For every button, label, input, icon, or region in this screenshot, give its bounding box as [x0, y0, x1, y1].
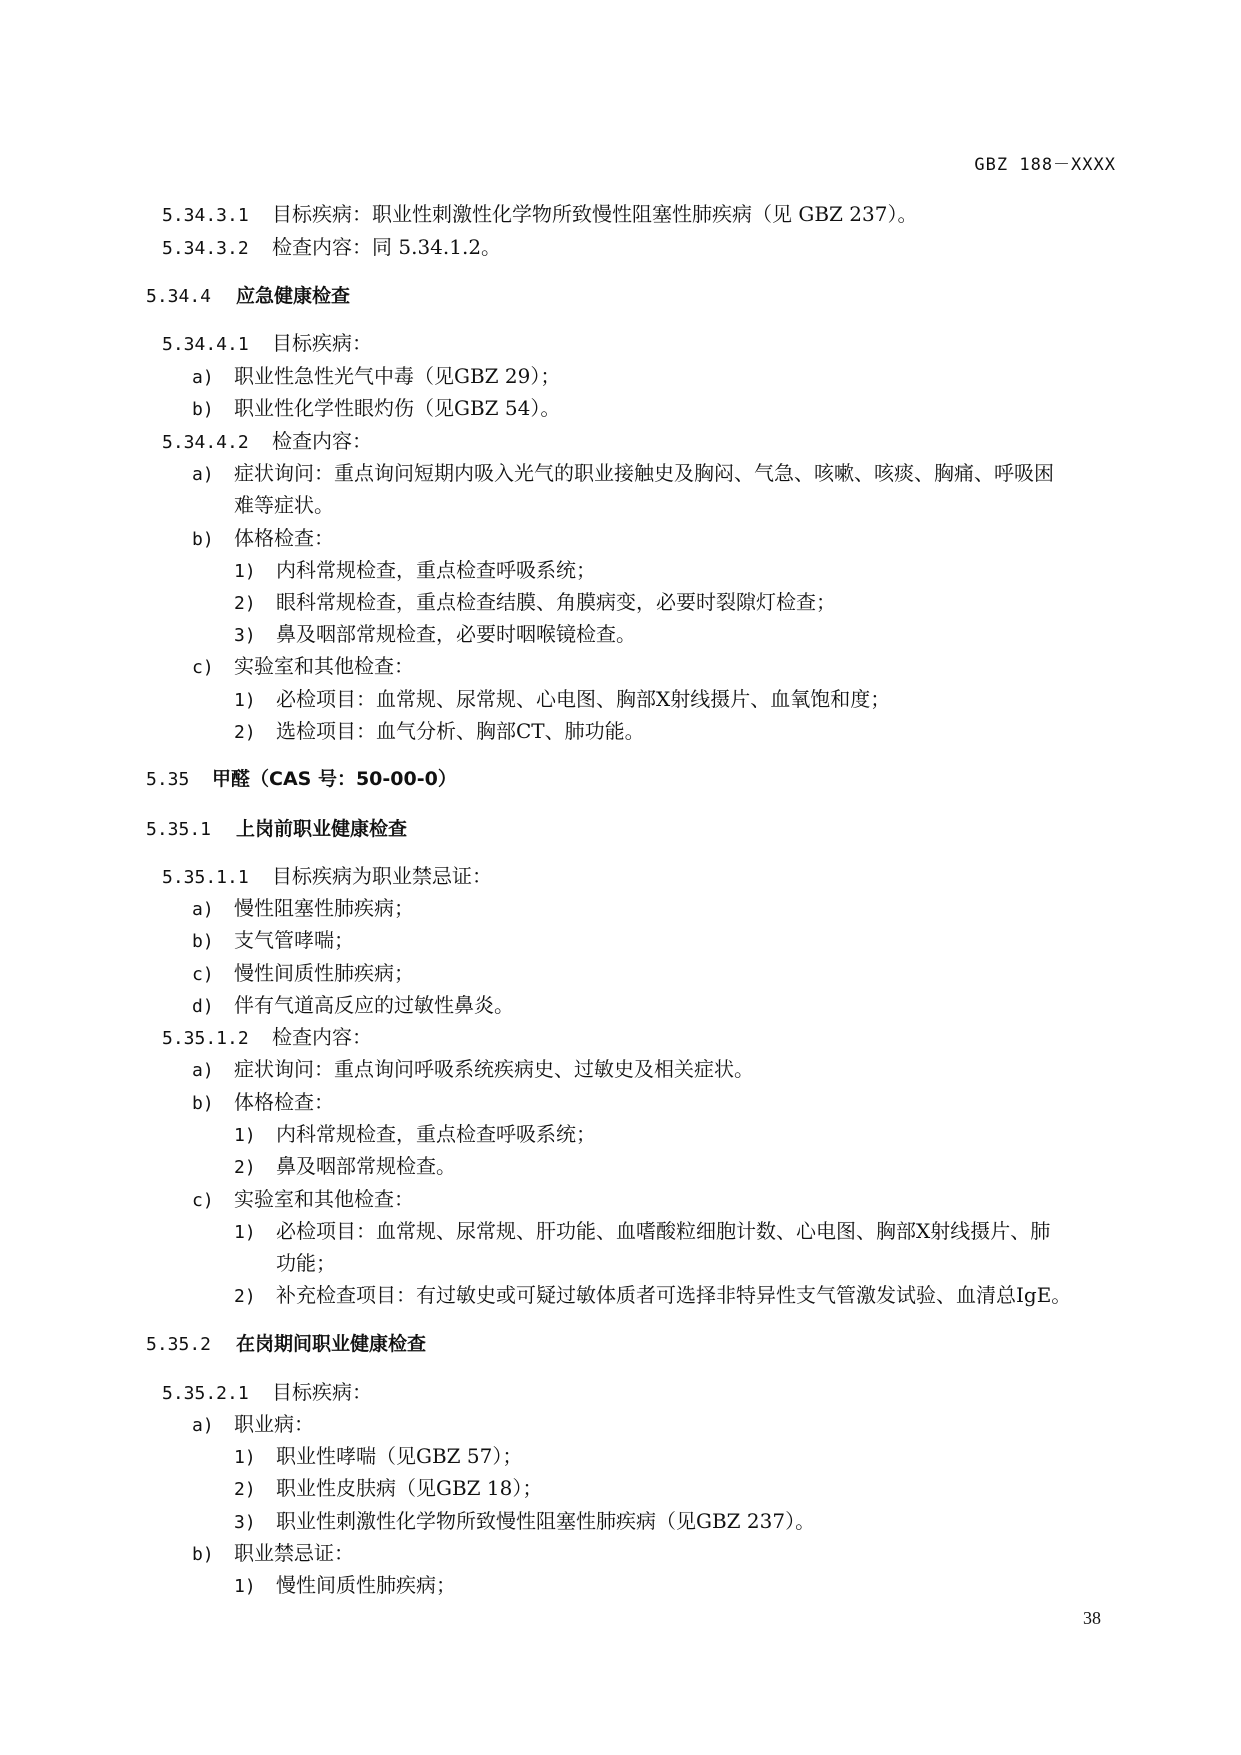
list-item-continuation	[234, 493, 334, 517]
section-heading	[146, 1331, 426, 1357]
sub-item	[234, 1476, 542, 1502]
sub-item-marker: 2)	[234, 1479, 256, 1500]
sub-item-marker: 3)	[234, 625, 256, 646]
item-text: 实验室和其他检查：	[234, 654, 414, 678]
item-text: 慢性间质性肺疾病；	[234, 961, 414, 985]
clause-line	[162, 235, 501, 261]
sub-item	[234, 1444, 522, 1470]
clause-number: 5.35.1.1	[162, 867, 249, 888]
section-heading	[146, 283, 350, 309]
sub-item-text: 内科常规检查，重点检查呼吸系统；	[276, 1122, 596, 1146]
clause-text: 检查内容：	[272, 1025, 372, 1049]
item-marker: a)	[192, 367, 214, 388]
list-item	[192, 896, 414, 922]
list-item	[192, 654, 414, 680]
sub-item-marker: 1)	[234, 1125, 256, 1146]
sub-item-marker: 2)	[234, 593, 256, 614]
sub-item-text: 补充检查项目：有过敏史或可疑过敏体质者可选择非特异性支气管激发试验、血清总IgE。	[276, 1283, 1072, 1307]
clause-text: 检查内容：	[272, 429, 372, 453]
sub-item-marker: 2)	[234, 722, 256, 743]
item-marker: b)	[192, 529, 214, 550]
sub-item-text: 功能；	[276, 1251, 336, 1275]
sub-item-text: 职业性哮喘（见GBZ 57）；	[276, 1444, 523, 1468]
section-title: 在岗期间职业健康检查	[236, 1333, 427, 1355]
sub-item	[234, 719, 645, 745]
section-number: 5.34.4	[146, 286, 212, 307]
item-marker: b)	[192, 1093, 214, 1114]
sub-item	[234, 590, 836, 616]
list-item	[192, 461, 1054, 487]
item-text: 职业性化学性眼灼伤（见GBZ 54）。	[234, 396, 561, 420]
section-title: 甲醛（CAS 号：50-00-0）	[212, 768, 457, 790]
clause-number: 5.34.4.1	[162, 334, 249, 355]
sub-item-text: 眼科常规检查，重点检查结膜、角膜病变，必要时裂隙灯检查；	[276, 590, 836, 614]
clause-number: 5.34.3.2	[162, 238, 249, 259]
sub-item	[234, 1219, 1050, 1245]
section-number: 5.35	[146, 769, 190, 790]
sub-item-marker: 1)	[234, 561, 256, 582]
section-number: 5.35.2	[146, 1334, 212, 1355]
list-item	[192, 961, 414, 987]
item-marker: a)	[192, 899, 214, 920]
section-number: 5.35.1	[146, 819, 212, 840]
list-item	[192, 928, 354, 954]
sub-item	[234, 687, 890, 713]
list-item	[192, 1090, 334, 1116]
clause-line	[162, 202, 917, 228]
list-item	[192, 1187, 414, 1213]
item-text: 实验室和其他检查：	[234, 1187, 414, 1211]
item-text: 症状询问：重点询问呼吸系统疾病史、过敏史及相关症状。	[234, 1057, 754, 1081]
list-item	[192, 1057, 754, 1083]
section-heading	[146, 816, 407, 842]
item-marker: c)	[192, 964, 214, 985]
item-text: 症状询问：重点询问短期内吸入光气的职业接触史及胸闷、气急、咳嗽、咳痰、胸痛、呼吸困	[234, 461, 1054, 485]
item-marker: b)	[192, 399, 214, 420]
sub-item-marker: 2)	[234, 1157, 256, 1178]
clause-line	[162, 1025, 372, 1051]
list-item	[192, 1412, 314, 1438]
sub-item-text: 职业性刺激性化学物所致慢性阻塞性肺疾病（见GBZ 237）。	[276, 1509, 816, 1533]
item-marker: c)	[192, 657, 214, 678]
clause-line	[162, 1380, 372, 1406]
sub-item	[234, 1573, 456, 1599]
clause-text: 目标疾病：职业性刺激性化学物所致慢性阻塞性肺疾病（见 GBZ 237）。	[272, 202, 918, 226]
item-marker: a)	[192, 1415, 214, 1436]
document-header: GBZ 188－XXXX	[974, 155, 1116, 175]
clause-line	[162, 331, 372, 357]
clause-number: 5.34.3.1	[162, 205, 249, 226]
item-marker: a)	[192, 464, 214, 485]
item-marker: b)	[192, 931, 214, 952]
list-item	[192, 364, 560, 390]
clause-text: 目标疾病：	[272, 331, 372, 355]
section-heading	[146, 766, 457, 792]
item-text: 体格检查：	[234, 1090, 334, 1114]
item-marker: a)	[192, 1060, 214, 1081]
sub-item	[234, 1154, 456, 1180]
item-text: 难等症状。	[234, 493, 334, 517]
sub-item-text: 内科常规检查，重点检查呼吸系统；	[276, 558, 596, 582]
sub-item-marker: 2)	[234, 1286, 256, 1307]
sub-item-text: 鼻及咽部常规检查。	[276, 1154, 456, 1178]
item-text: 伴有气道高反应的过敏性鼻炎。	[234, 993, 514, 1017]
sub-item	[234, 1122, 596, 1148]
sub-item	[234, 1509, 815, 1535]
item-text: 体格检查：	[234, 526, 334, 550]
item-marker: c)	[192, 1190, 214, 1211]
sub-item-text: 必检项目：血常规、尿常规、肝功能、血嗜酸粒细胞计数、心电图、胸部X射线摄片、肺	[276, 1219, 1051, 1243]
sub-item	[234, 622, 636, 648]
item-marker: b)	[192, 1544, 214, 1565]
clause-text: 目标疾病为职业禁忌证：	[272, 864, 492, 888]
item-text: 职业病：	[234, 1412, 314, 1436]
list-item	[192, 396, 560, 422]
item-text: 职业性急性光气中毒（见GBZ 29）；	[234, 364, 561, 388]
item-text: 支气管哮喘；	[234, 928, 354, 952]
sub-item-text: 选检项目：血气分析、胸部CT、肺功能。	[276, 719, 645, 743]
section-title: 应急健康检查	[236, 285, 351, 307]
item-text: 慢性阻塞性肺疾病；	[234, 896, 414, 920]
clause-number: 5.34.4.2	[162, 432, 249, 453]
sub-item-text: 必检项目：血常规、尿常规、心电图、胸部X射线摄片、血氧饱和度；	[276, 687, 891, 711]
clause-line	[162, 429, 372, 455]
sub-item-marker: 1)	[234, 690, 256, 711]
sub-item-text: 慢性间质性肺疾病；	[276, 1573, 456, 1597]
sub-item-marker: 1)	[234, 1576, 256, 1597]
sub-item	[234, 558, 596, 584]
list-item	[192, 993, 514, 1019]
item-marker: d)	[192, 996, 214, 1017]
clause-text: 目标疾病：	[272, 1380, 372, 1404]
clause-number: 5.35.1.2	[162, 1028, 249, 1049]
item-text: 职业禁忌证：	[234, 1541, 354, 1565]
sub-item-marker: 3)	[234, 1512, 256, 1533]
clause-number: 5.35.2.1	[162, 1383, 249, 1404]
sub-item-text: 职业性皮肤病（见GBZ 18）；	[276, 1476, 543, 1500]
section-title: 上岗前职业健康检查	[236, 818, 408, 840]
clause-line	[162, 864, 492, 890]
list-item	[192, 526, 334, 552]
sub-item-text: 鼻及咽部常规检查，必要时咽喉镜检查。	[276, 622, 636, 646]
list-item	[192, 1541, 354, 1567]
sub-item	[234, 1283, 1071, 1309]
sub-item-continuation	[276, 1251, 336, 1275]
page-number: 38	[1083, 1608, 1101, 1628]
sub-item-marker: 1)	[234, 1222, 256, 1243]
clause-text: 检查内容：同 5.34.1.2。	[272, 235, 502, 259]
sub-item-marker: 1)	[234, 1447, 256, 1468]
